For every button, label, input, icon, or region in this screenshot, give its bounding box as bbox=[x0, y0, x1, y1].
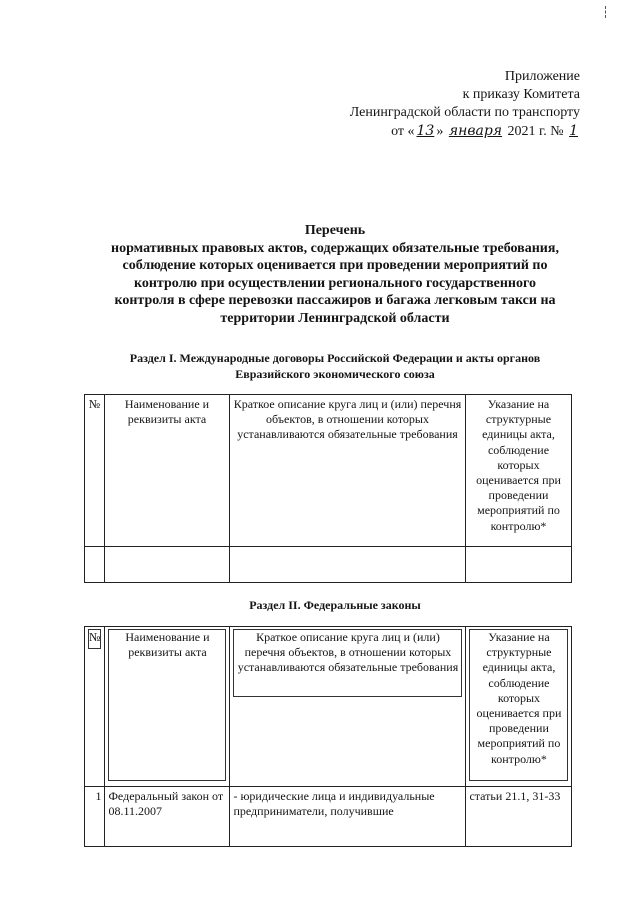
header-unit bbox=[466, 627, 572, 787]
section-1-heading-line-2: Евразийского экономического союза bbox=[235, 367, 435, 381]
header-num-box bbox=[88, 629, 101, 649]
appendix-line-2: к приказу Комитета bbox=[462, 87, 580, 102]
title-line-6: территории Ленинградской области bbox=[220, 310, 450, 326]
header-name-text: Наименование и реквизиты акта bbox=[125, 630, 210, 660]
section-2-heading-line: Раздел II. Федеральные законы bbox=[249, 598, 421, 612]
section-1-table bbox=[84, 394, 572, 583]
table-row-empty bbox=[85, 547, 572, 583]
handwritten-day: 13 bbox=[416, 123, 435, 139]
section-1-heading bbox=[80, 350, 590, 382]
title-line-2: нормативных правовых актов, содержащих обязательные требования, bbox=[111, 240, 559, 256]
row-1-unit: статьи 21.1, 31-33 bbox=[466, 787, 572, 847]
document-title bbox=[80, 222, 590, 328]
handwritten-number: 1 bbox=[569, 123, 578, 139]
empty-cell bbox=[466, 547, 572, 583]
section-2-table bbox=[84, 626, 572, 847]
header-desc bbox=[230, 627, 466, 787]
section-1-heading-line-1: Раздел I. Международные договоры Российской Федерации и акты органов bbox=[129, 351, 541, 365]
title-line-4: контролю при осуществлении регионального государственного bbox=[133, 275, 536, 291]
row-1-desc: - юридические лица и индивидуальные предприниматели, получившие bbox=[230, 787, 466, 847]
header-unit: Указание на структурные единицы акта, соблюдение которых оценивается при проведении мероприятий по контролю* bbox=[466, 395, 572, 547]
table-row bbox=[85, 787, 572, 847]
row-1-name: Федеральный закон от 08.11.2007 bbox=[105, 787, 230, 847]
empty-cell bbox=[85, 547, 105, 583]
title-line-3: соблюдение которых оценивается при проведении мероприятий по bbox=[122, 258, 548, 274]
empty-cell bbox=[230, 547, 466, 583]
header-name-box bbox=[108, 629, 226, 781]
date-year: 2021 г. № bbox=[504, 124, 568, 139]
appendix-date-line bbox=[350, 122, 580, 141]
header-desc-text: Краткое описание круга лиц и (или) перечня объектов, в отношении которых устанавливаются обязательные требования bbox=[237, 630, 459, 675]
header-name bbox=[105, 627, 230, 787]
date-prefix: от « bbox=[391, 124, 415, 139]
section-2-heading bbox=[80, 597, 590, 613]
appendix-block bbox=[350, 68, 580, 141]
title-line-5: контроля в сфере перевозки пассажиров и багажа легковым такси на bbox=[114, 293, 556, 309]
table-header-row bbox=[85, 395, 572, 547]
appendix-line-3: Ленинградской области по транспорту bbox=[349, 105, 580, 120]
header-desc-box bbox=[233, 629, 462, 697]
header-unit-box bbox=[469, 629, 568, 781]
header-desc: Краткое описание круга лиц и (или) перечня объектов, в отношении которых устанавливаются обязательные требования bbox=[230, 395, 466, 547]
header-num: № bbox=[85, 395, 105, 547]
date-mid: » bbox=[436, 124, 447, 139]
row-1-num: 1 bbox=[85, 787, 105, 847]
appendix-line-1: Приложение bbox=[504, 69, 580, 84]
title-line-1: Перечень bbox=[304, 223, 366, 238]
header-name: Наименование и реквизиты акта bbox=[105, 395, 230, 547]
header-num-text: № bbox=[89, 630, 101, 644]
header-num bbox=[85, 627, 105, 787]
handwritten-month: января bbox=[448, 123, 503, 139]
empty-cell bbox=[105, 547, 230, 583]
header-unit-text: Указание на структурные единицы акта, соблюдение которых оценивается при проведении мероприятий по контролю* bbox=[476, 630, 562, 766]
table-header-row bbox=[85, 627, 572, 787]
scan-tick-mark bbox=[605, 6, 609, 18]
